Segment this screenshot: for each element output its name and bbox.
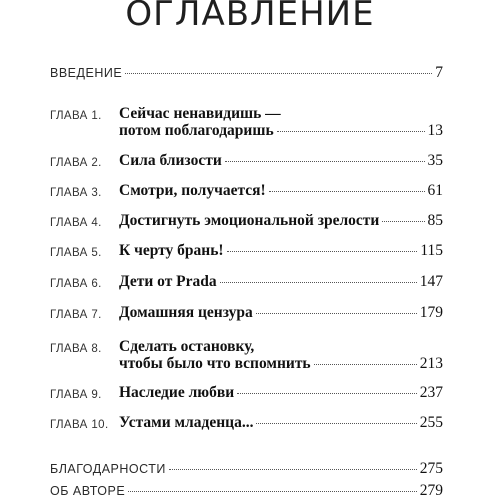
chapter-title: Наследие любви xyxy=(119,384,235,401)
leader-dots xyxy=(225,161,425,162)
leader-dots xyxy=(227,251,418,252)
toc-entry-intro[interactable] xyxy=(50,62,443,84)
page-number: 115 xyxy=(420,242,443,259)
leader-dots xyxy=(125,73,432,74)
leader-dots xyxy=(256,423,416,424)
leader-dots xyxy=(314,364,417,365)
page-number: 147 xyxy=(419,273,443,290)
toc-entry-chapter-8[interactable] xyxy=(50,338,443,375)
leader-dots xyxy=(169,469,417,470)
page-number: 255 xyxy=(419,414,443,431)
chapter-title: Сила близости xyxy=(119,152,222,169)
chapter-number: ГЛАВА 2. xyxy=(50,157,102,169)
toc-entry-chapter-7[interactable] xyxy=(50,302,443,324)
toc-entry-chapter-1[interactable] xyxy=(50,105,443,142)
page-title: ОГЛАВЛЕНИЕ xyxy=(125,0,375,34)
toc-entry-about-author[interactable] xyxy=(50,480,443,502)
chapter-title: К черту брань! xyxy=(119,242,224,259)
toc-entry-chapter-5[interactable] xyxy=(50,240,443,262)
page-number: 275 xyxy=(419,460,443,477)
chapter-title: Дети от Prada xyxy=(119,273,217,290)
chapter-title-line1: Сделать остановку, xyxy=(119,338,255,355)
page-number: 7 xyxy=(435,64,443,81)
chapter-number: ГЛАВА 5. xyxy=(50,247,102,259)
page-number: 61 xyxy=(427,182,443,199)
chapter-title: чтобы было что вспомнить xyxy=(119,355,311,372)
entry-label: ВВЕДЕНИЕ xyxy=(50,66,123,80)
toc-entry-chapter-6[interactable] xyxy=(50,271,443,293)
chapter-number: ГЛАВА 10. xyxy=(50,419,109,431)
leader-dots xyxy=(128,491,417,492)
chapter-number: ГЛАВА 1. xyxy=(50,110,102,122)
chapter-title: Достигнуть эмоциональной зрелости xyxy=(119,212,380,229)
page-number: 35 xyxy=(427,152,443,169)
chapter-title: Устами младенца... xyxy=(119,414,254,431)
chapter-number: ГЛАВА 6. xyxy=(50,278,102,290)
page-number: 179 xyxy=(419,304,443,321)
toc-entry-chapter-9[interactable] xyxy=(50,382,443,404)
chapter-number: ГЛАВА 4. xyxy=(50,217,102,229)
toc-entry-chapter-4[interactable] xyxy=(50,210,443,232)
page-number: 85 xyxy=(427,212,443,229)
leader-dots xyxy=(256,313,417,314)
page-number: 213 xyxy=(419,355,443,372)
chapter-number: ГЛАВА 9. xyxy=(50,389,102,401)
page-number: 13 xyxy=(427,122,443,139)
chapter-title: потом поблагодаришь xyxy=(119,122,274,139)
leader-dots xyxy=(269,191,425,192)
toc-entry-chapter-3[interactable] xyxy=(50,180,443,202)
toc-entry-chapter-2[interactable] xyxy=(50,150,443,172)
entry-label: ОБ АВТОРЕ xyxy=(50,484,126,498)
page-number: 237 xyxy=(419,384,443,401)
toc-entry-acknowledgements[interactable] xyxy=(50,458,443,480)
page-number: 279 xyxy=(419,482,443,499)
chapter-number: ГЛАВА 3. xyxy=(50,187,102,199)
chapter-title: Домашняя цензура xyxy=(119,304,253,321)
entry-label: БЛАГОДАРНОСТИ xyxy=(50,462,166,476)
leader-dots xyxy=(277,131,425,132)
leader-dots xyxy=(237,393,417,394)
leader-dots xyxy=(220,282,417,283)
chapter-number: ГЛАВА 8. xyxy=(50,343,102,355)
chapter-number: ГЛАВА 7. xyxy=(50,309,102,321)
toc-entry-chapter-10[interactable] xyxy=(50,412,443,434)
chapter-title: Смотри, получается! xyxy=(119,182,266,199)
leader-dots xyxy=(382,221,424,222)
chapter-title-line1: Сейчас ненавидишь — xyxy=(119,105,281,122)
